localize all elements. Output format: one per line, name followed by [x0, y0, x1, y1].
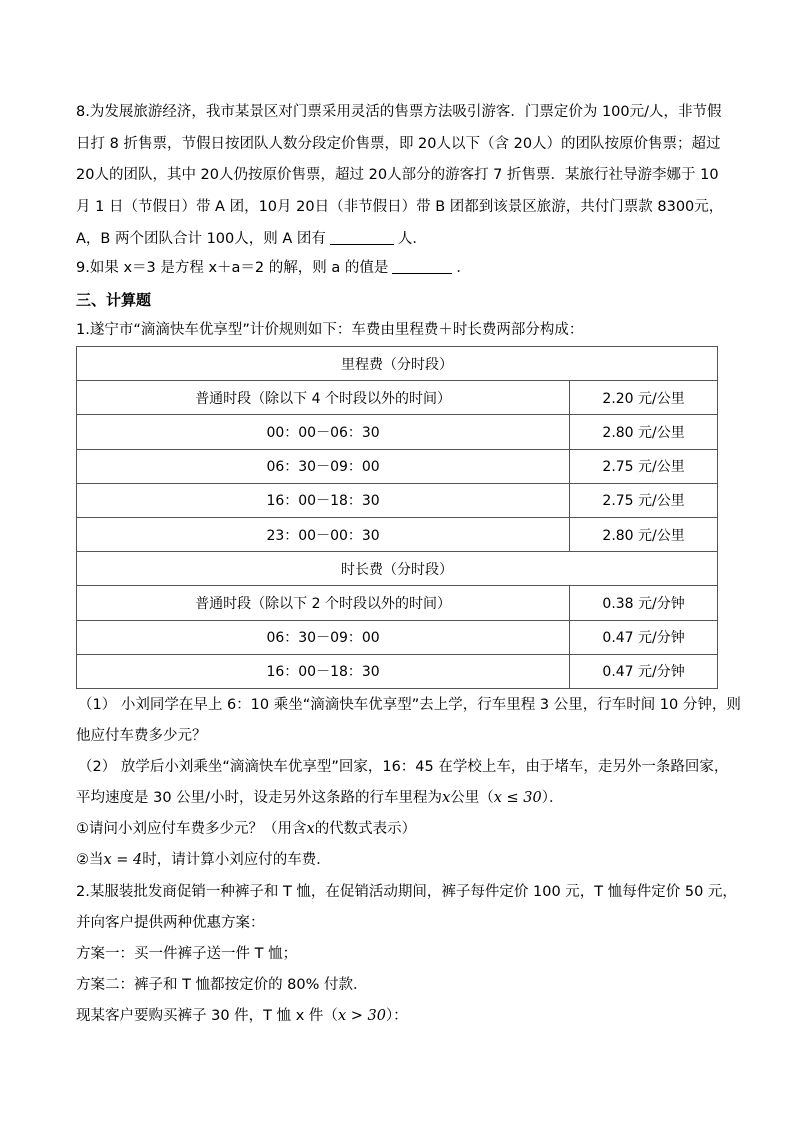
- p2-line-2: 并向客户提供两种优惠方案：: [76, 915, 265, 931]
- table-row: [77, 620, 718, 654]
- table-row: [77, 517, 718, 551]
- period-cell: 06：30－09：00: [77, 449, 570, 483]
- part2-text: ②当: [76, 852, 104, 868]
- p1-sub1-line-1: （1） 小刘同学在早上 6：10 乘坐“滴滴快车优享型”去上学，行车里程 3 公里，行车时间 10 分钟，则: [78, 697, 741, 713]
- p2-text: ）：: [385, 1008, 408, 1024]
- p2-plan-1: 方案一：买一件裤子送一件 T 恤；: [76, 946, 298, 962]
- condition: x > 30: [337, 1008, 386, 1024]
- duration-header: 时长费（分时段）: [77, 552, 718, 586]
- condition: x = 4: [103, 852, 143, 868]
- price-cell: 2.75 元/公里: [570, 449, 718, 483]
- period-cell: 16：00－18：30: [77, 483, 570, 517]
- period-cell: 23：00－00：30: [77, 517, 570, 551]
- table-row: [77, 654, 718, 688]
- table-row: [77, 483, 718, 517]
- p2-plan-2: 方案二：裤子和 T 恤都按定价的 80% 付款．: [76, 977, 368, 993]
- price-cell: 0.38 元/分钟: [570, 586, 718, 620]
- section-title: 三、计算题: [76, 291, 152, 309]
- part2-text: 时，请计算小刘应付的车费．: [142, 852, 331, 868]
- period-cell: 普通时段（除以下 2 个时段以外的时间）: [77, 586, 570, 620]
- period-cell: 06：30－09：00: [77, 620, 570, 654]
- price-cell: 2.80 元/公里: [570, 517, 718, 551]
- q9-line: [76, 258, 471, 278]
- part1-text: 的代数式表示）: [314, 821, 417, 837]
- q8-line-4: 月 1 日（节假日）带 A 团，10月 20日（非节假日）带 B 团都到该景区旅游，共付门票款 8300元，: [76, 199, 724, 215]
- period-cell: 00：00－06：30: [77, 415, 570, 449]
- q8-line-1: 8.为发展旅游经济，我市某景区对门票采用灵活的售票方法吸引游客．门票定价为 100元/人，非节假: [76, 104, 722, 120]
- price-cell: 2.20 元/公里: [570, 381, 718, 415]
- table-row: [77, 449, 718, 483]
- q8-line-5: [76, 229, 427, 249]
- p1-sub2-part2: [76, 850, 331, 870]
- answer-blank: [392, 258, 452, 274]
- price-cell: 0.47 元/分钟: [570, 654, 718, 688]
- p2-line-5: [76, 1006, 408, 1026]
- q8-last-suffix: 人．: [397, 231, 427, 247]
- table-row: [77, 347, 718, 381]
- q9-text: 9.如果 x＝3 是方程 x＋a＝2 的解，则 a 的值是: [76, 260, 389, 276]
- p2-text: 现某客户要购买裤子 30 件，T 恤 x 件（: [76, 1008, 338, 1024]
- price-cell: 0.47 元/分钟: [570, 620, 718, 654]
- p1-sub2-part1: [76, 819, 416, 839]
- answer-blank: [330, 229, 394, 245]
- table-row: [77, 586, 718, 620]
- fee-table: [76, 346, 718, 689]
- table-row: [77, 381, 718, 415]
- price-cell: 2.80 元/公里: [570, 415, 718, 449]
- period-cell: 16：00－18：30: [77, 654, 570, 688]
- table-row: [77, 415, 718, 449]
- table-row: [77, 552, 718, 586]
- q8-line-3: 20人的团队，其中 20人仍按原价售票，超过 20人部分的游客打 7 折售票．某旅行社导游李娜于 10: [76, 167, 719, 183]
- variable-x: x: [306, 821, 315, 837]
- q8-line-2: 日打 8 折售票，节假日按团队人数分段定价售票，即 20人以下（含 20人）的团队按原价售票；超过: [76, 136, 721, 152]
- p1-intro: 1.遂宁市“滴滴快车优享型”计价规则如下：车费由里程费＋时长费两部分构成：: [76, 322, 584, 338]
- p1-sub2-line-1: （2） 放学后小刘乘坐“滴滴快车优享型”回家，16：45 在学校上车，由于堵车，走另外一条路回家，: [78, 759, 729, 775]
- price-cell: 2.75 元/公里: [570, 483, 718, 517]
- condition: x ≤ 30: [493, 790, 542, 806]
- p1-sub1-line-2: 他应付车费多少元？: [76, 728, 207, 744]
- period-cell: 普通时段（除以下 4 个时段以外的时间）: [77, 381, 570, 415]
- mileage-header: 里程费（分时段）: [77, 347, 718, 381]
- p1-sub2-line-2: [76, 788, 564, 808]
- q8-last-text: A，B 两个团队合计 100人，则 A 团有: [76, 231, 326, 247]
- p1-sub2-text: 平均速度是 30 公里/小时，设走另外这条路的行车里程为: [76, 790, 443, 806]
- p2-line-1: 2.某服装批发商促销一种裤子和 T 恤，在促销活动期间，裤子每件定价 100 元，T 恤每件定价 50 元，: [76, 884, 737, 900]
- part1-text: ①请问小刘应付车费多少元？（用含: [76, 821, 307, 837]
- variable-x: x: [442, 790, 451, 806]
- p1-sub2-text: 公里（: [450, 790, 494, 806]
- p1-sub2-text: ）．: [541, 790, 564, 806]
- q9-suffix: ．: [456, 260, 471, 276]
